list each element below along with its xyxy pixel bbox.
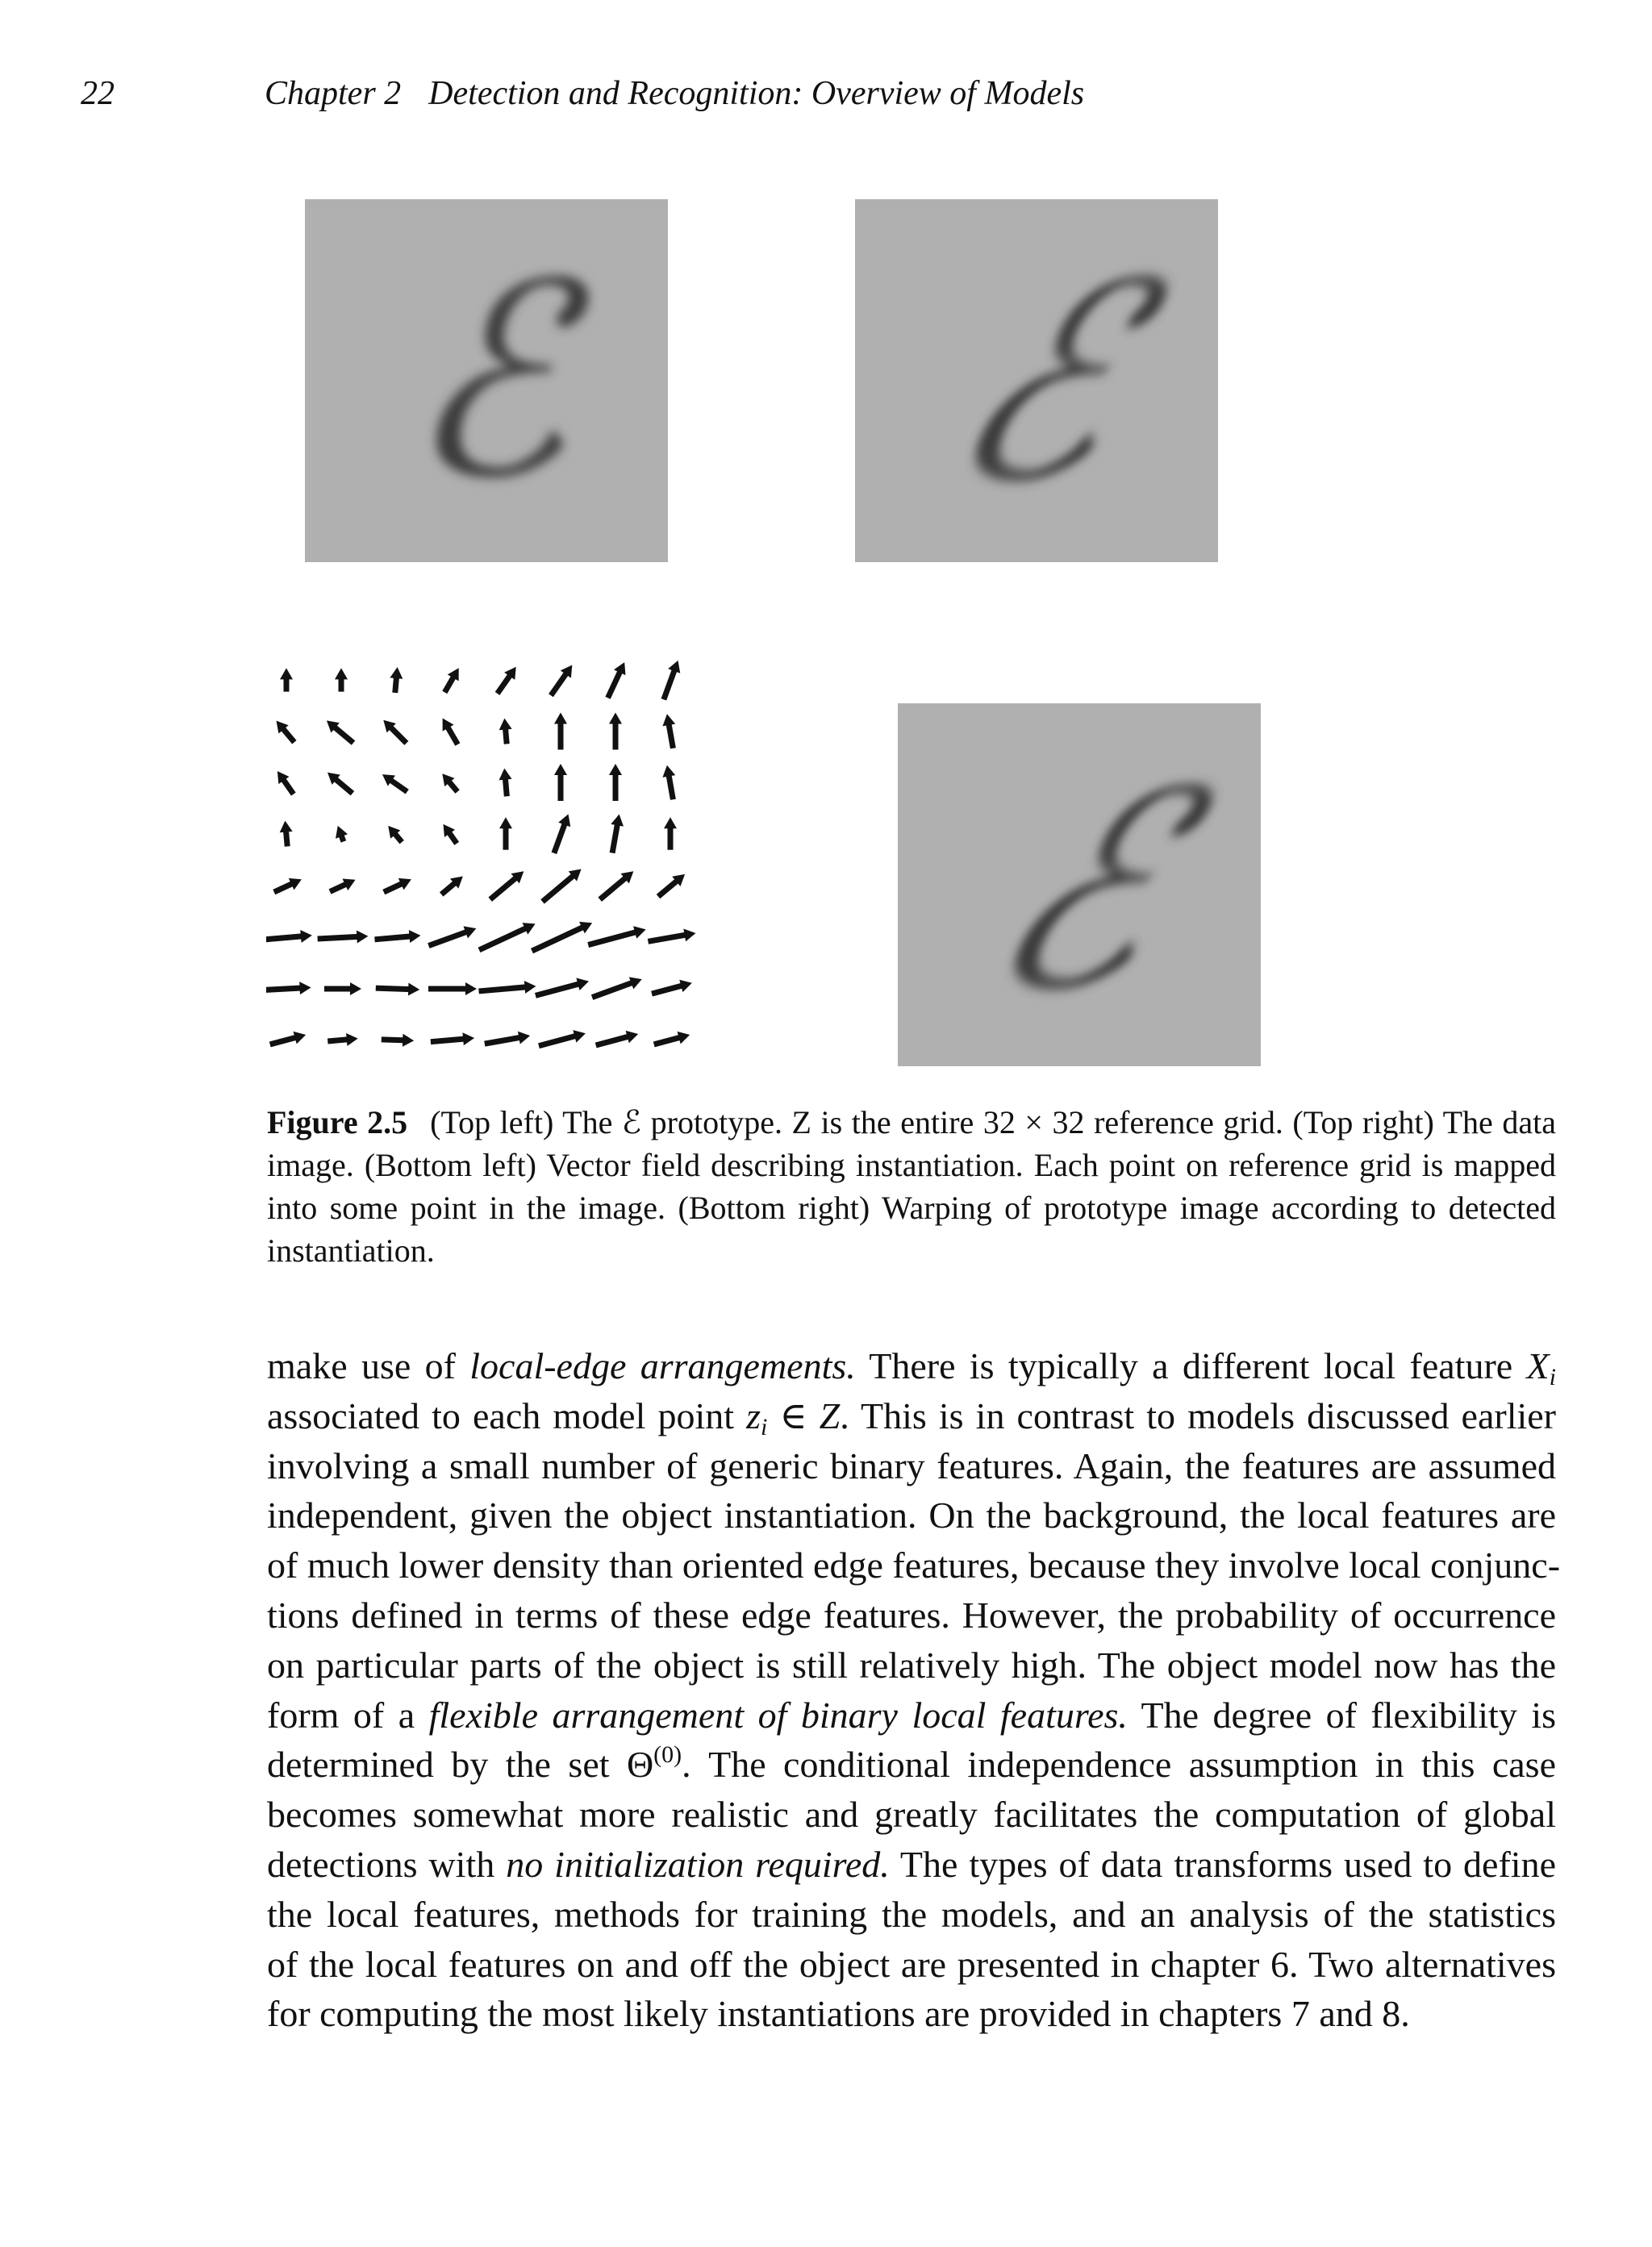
vector-arrow	[653, 1028, 692, 1050]
body-line	[267, 1341, 1556, 1391]
vector-arrow	[606, 813, 625, 854]
vector-arrow	[439, 665, 464, 695]
vector-arrow	[499, 817, 512, 849]
warped-glyph: ℰ	[953, 734, 1217, 1050]
text-run: . This is in contrast to models discussed earlier	[840, 1394, 1557, 1436]
vector-arrow	[379, 715, 411, 748]
vector-arrow	[548, 812, 574, 856]
text-run: form of a	[267, 1694, 429, 1736]
vector-arrow	[554, 713, 567, 750]
body-line: independent, given the object instantiation. On the background, the local features are	[267, 1495, 1556, 1536]
vector-arrow	[664, 817, 677, 849]
vector-arrow	[327, 874, 358, 898]
vector-arrow	[378, 769, 411, 798]
emphasis-local-edge: local-edge arrangements.	[469, 1345, 856, 1386]
vector-arrow	[428, 982, 477, 995]
vector-arrow	[327, 1032, 359, 1048]
vector-arrow	[269, 1028, 308, 1050]
chapter-label: Chapter 2	[265, 75, 402, 112]
vector-arrow	[427, 923, 478, 953]
vector-arrow	[661, 764, 679, 800]
vector-arrow	[609, 713, 622, 750]
prototype-glyph: ℰ	[406, 227, 567, 536]
vector-arrow	[280, 668, 293, 691]
vector-arrow	[650, 977, 694, 1000]
vector-arrow	[529, 917, 594, 957]
math-var: X	[1526, 1345, 1550, 1386]
vector-arrow	[438, 820, 462, 847]
body-line: tions defined in terms of these edge features. However, the probability of occurrence	[267, 1594, 1556, 1636]
vector-arrow	[266, 929, 313, 946]
vector-arrow	[437, 715, 464, 748]
vector-arrow	[602, 660, 630, 701]
prototype-image	[305, 199, 668, 562]
chapter-title	[265, 74, 1084, 113]
math-subscript: i	[1549, 1364, 1556, 1390]
vector-arrow	[430, 1032, 475, 1048]
math-var: z	[746, 1394, 761, 1436]
vector-arrow	[492, 663, 521, 697]
vector-arrow	[382, 1033, 415, 1047]
math-subscript: i	[761, 1413, 768, 1440]
vector-arrow	[271, 716, 299, 746]
vector-arrow	[586, 923, 648, 952]
vector-arrow	[486, 866, 528, 904]
vector-arrow	[332, 823, 349, 844]
emphasis-flexible-arrangement: flexible arrangement of binary local features.	[428, 1694, 1128, 1736]
text-run: The types of data transforms used to define	[889, 1843, 1556, 1885]
vector-arrow	[498, 768, 513, 797]
body-line	[267, 1690, 1556, 1740]
body-line: involving a small number of generic binary features. Again, the features are assumed	[267, 1444, 1556, 1486]
vector-arrow	[376, 982, 420, 996]
math-superscript: (0)	[653, 1741, 682, 1769]
running-head	[0, 74, 1652, 123]
body-line	[267, 1840, 1556, 1890]
body-line: for computing the most likely instantiations are provided in chapters 7 and 8.	[267, 1993, 1410, 2035]
body-line	[267, 1740, 1556, 1790]
text-run: make use of	[267, 1345, 470, 1386]
vector-arrow	[538, 864, 585, 907]
figure-caption-text: (Top left) The ℰ prototype. Z is the entire 32 × 32 reference grid. (Top right) The data image. (Bottom left) Vector field describing instantiation. Each point on reference grid is mapped into some point in the image. (Bottom right) Warping of prototype image according to detected instantiation.	[267, 1104, 1557, 1269]
vector-arrow	[483, 1029, 531, 1050]
math-var: Z	[819, 1394, 841, 1436]
body-line: of much lower density than oriented edge features, because they involve local conjunc-	[267, 1545, 1561, 1586]
body-line: on particular parts of the object is still relatively high. The object model now has the	[267, 1644, 1556, 1686]
vector-arrow	[478, 980, 536, 998]
vector-arrow	[657, 658, 684, 702]
vector-arrow	[609, 764, 622, 801]
vector-arrow	[437, 769, 462, 796]
warped-glyph-svg	[898, 703, 1261, 1066]
vector-arrow	[654, 869, 689, 902]
vector-arrow	[537, 1027, 587, 1052]
vector-arrow	[554, 764, 567, 801]
emphasis-no-initialization: no initialization required.	[506, 1843, 890, 1885]
data-image	[855, 199, 1218, 562]
text-run: The degree of flexibility is	[1127, 1694, 1557, 1736]
vector-arrow	[278, 820, 294, 847]
vector-arrow	[324, 982, 361, 995]
vector-arrow	[534, 975, 590, 1002]
warped-prototype-image	[898, 703, 1261, 1066]
vector-arrow	[389, 666, 404, 693]
chapter-name: Detection and Recognition: Overview of Models	[428, 75, 1085, 112]
vector-arrow	[545, 661, 577, 699]
vector-arrow	[590, 973, 644, 1003]
vector-arrow	[661, 713, 679, 749]
text-run: There is typically a different local feature	[855, 1345, 1527, 1386]
vector-arrow	[383, 822, 407, 847]
vector-arrow	[437, 871, 467, 899]
text-run: determined by the set Θ	[267, 1744, 654, 1786]
vector-arrow	[596, 866, 638, 904]
vector-arrow	[335, 668, 348, 691]
vector-arrow	[271, 873, 304, 898]
body-line: of the local features on and off the object are presented in chapter 6. Two alternatives	[267, 1943, 1556, 1985]
page-number: 22	[81, 75, 115, 112]
text-run: detections with	[267, 1843, 507, 1885]
body-line	[267, 1391, 1556, 1441]
vector-arrow	[323, 715, 357, 748]
text-run: . The conditional independence assumption in this case	[682, 1744, 1556, 1786]
body-paragraph	[267, 1341, 1561, 2039]
vector-arrow	[498, 718, 513, 744]
data-glyph: ℰ	[918, 225, 1170, 541]
vector-arrow	[477, 918, 538, 956]
vector-arrow	[323, 768, 357, 798]
body-line: becomes somewhat more realistic and greatly facilitates the computation of global	[267, 1794, 1556, 1836]
vector-arrow	[374, 929, 421, 946]
figure-caption	[267, 1101, 1556, 1272]
vector-field	[266, 657, 702, 1069]
vector-arrow	[381, 873, 414, 898]
vector-arrow	[272, 768, 298, 798]
vector-arrow	[594, 1028, 640, 1052]
vector-arrow	[317, 930, 369, 945]
text-run: associated to each model point	[267, 1394, 747, 1436]
vector-arrow	[647, 927, 697, 948]
prototype-glyph-svg	[305, 199, 668, 562]
body-line: the local features, methods for training the models, and an analysis of the statistics	[267, 1893, 1556, 1935]
data-glyph-svg	[855, 199, 1218, 562]
figure-label: Figure 2.5	[267, 1104, 408, 1140]
vector-arrow	[266, 981, 311, 996]
math-symbol: ∈	[767, 1394, 820, 1436]
